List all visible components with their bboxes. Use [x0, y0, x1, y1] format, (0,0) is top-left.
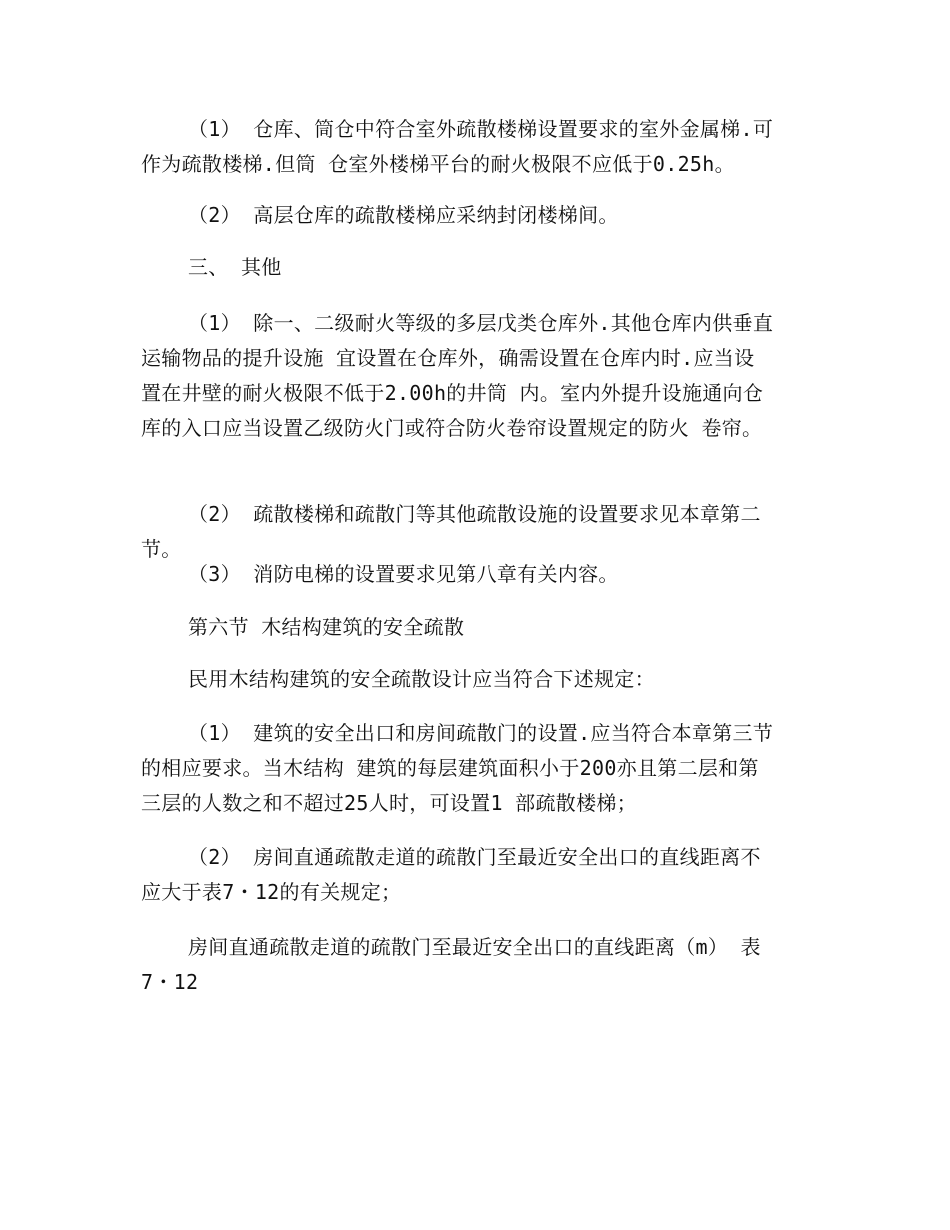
paragraph-lifting-facilities: [141, 306, 809, 446]
text-line: 的相应要求。当木结构 建筑的每层建筑面积小于200亦且第二层和第: [141, 756, 759, 780]
paragraph-evacuation-distance: [141, 840, 809, 910]
paragraph-warehouse-external-stairs: [141, 112, 809, 182]
text-line: 第六节 木结构建筑的安全疏散: [188, 615, 465, 639]
paragraph-fire-elevator: [141, 557, 809, 592]
section-heading-wood-structure: [141, 610, 809, 645]
paragraph-civil-wood-intro: [141, 662, 809, 697]
text-line: 库的入口应当设置乙级防火门或符合防火卷帘设置规定的防火 卷帘。: [141, 416, 763, 440]
text-line: （1） 建筑的安全出口和房间疏散门的设置.应当符合本章第三节: [188, 721, 774, 745]
paragraph-safety-exits: [141, 716, 809, 821]
text-line: （2） 疏散楼梯和疏散门等其他疏散设施的设置要求见本章第二: [188, 502, 761, 526]
text-line: 三层的人数之和不超过25人时，可设置1 部疏散楼梯；: [141, 791, 637, 815]
text-line: （3） 消防电梯的设置要求见第八章有关内容。: [188, 562, 619, 586]
text-line: 应大于表7・12的有关规定；: [141, 880, 402, 904]
text-line: （1） 除一、二级耐火等级的多层戊类仓库外.其他仓库内供垂直: [188, 311, 774, 335]
text-line: （1） 仓库、筒仓中符合室外疏散楼梯设置要求的室外金属梯.可: [188, 117, 774, 141]
text-line: 房间直通疏散走道的疏散门至最近安全出口的直线距离（m） 表: [188, 935, 761, 959]
text-line: 置在井壁的耐火极限不低于2.00h的井筒 内。室内外提升设施通向仓: [141, 381, 764, 405]
text-line: （2） 高层仓库的疏散楼梯应采纳封闭楼梯间。: [188, 203, 619, 227]
section-heading-other: [141, 250, 809, 285]
text-line: 三、 其他: [188, 255, 282, 279]
table-caption: [141, 930, 809, 1000]
text-line: （2） 房间直通疏散走道的疏散门至最近安全出口的直线距离不: [188, 845, 761, 869]
text-line: 节。: [141, 537, 182, 561]
text-line: 运输物品的提升设施 宜设置在仓库外，确需设置在仓库内时.应当设: [141, 346, 755, 370]
text-line: 作为疏散楼梯.但筒 仓室外楼梯平台的耐火极限不应低于0.25h。: [141, 152, 735, 176]
paragraph-high-rise-warehouse-stairs: [141, 198, 809, 233]
text-line: 7・12: [141, 970, 199, 994]
text-line: 民用木结构建筑的安全疏散设计应当符合下述规定：: [188, 667, 655, 691]
